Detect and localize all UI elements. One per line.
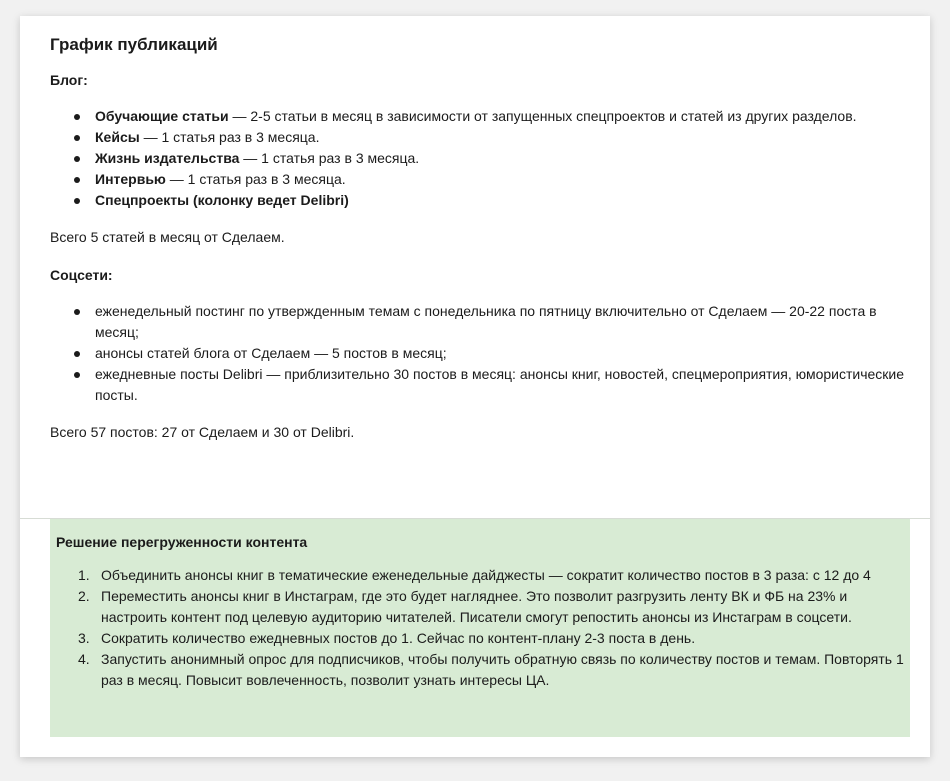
list-item bbox=[50, 190, 915, 211]
bullet-icon bbox=[74, 177, 80, 183]
step-text: Объединить анонсы книг в тематические еженедельные дайджесты — сократит количество постов в 3 раза: с 12 до 4 bbox=[101, 567, 871, 583]
list-item bbox=[56, 628, 911, 649]
social-list bbox=[50, 301, 930, 406]
blog-summary: Всего 5 статей в месяц от Сделаем. bbox=[50, 229, 285, 245]
item-text: анонсы статей блога от Сделаем — 5 постов в месяц; bbox=[95, 345, 447, 361]
bullet-icon bbox=[74, 351, 80, 357]
blog-heading: Блог: bbox=[50, 72, 88, 88]
list-item bbox=[50, 301, 915, 343]
item-text: — 1 статья раз в 3 месяца. bbox=[139, 129, 320, 145]
bullet-icon bbox=[74, 198, 80, 204]
step-number: 3. bbox=[78, 630, 90, 646]
step-number: 2. bbox=[78, 588, 90, 604]
publication-schedule-section bbox=[20, 16, 930, 518]
solution-heading: Решение перегруженности контента bbox=[56, 534, 308, 550]
social-heading: Соцсети: bbox=[50, 267, 113, 283]
item-text: ежедневные посты Delibri — приблизительно 30 постов в месяц: анонсы книг, новостей, спецмероприятия, юмористические посты. bbox=[95, 366, 905, 403]
item-text: — 1 статья раз в 3 месяца. bbox=[165, 171, 346, 187]
list-item bbox=[50, 169, 915, 190]
list-item bbox=[56, 649, 911, 691]
item-title: Обучающие статьи bbox=[95, 108, 229, 124]
step-number: 4. bbox=[78, 651, 90, 667]
list-item bbox=[50, 127, 915, 148]
item-title: Спецпроекты (колонку ведет Delibri) bbox=[95, 192, 349, 208]
step-number: 1. bbox=[78, 567, 90, 583]
step-text: Сократить количество ежедневных постов до 1. Сейчас по контент-плану 2-3 поста в день. bbox=[101, 630, 696, 646]
bullet-icon bbox=[74, 156, 80, 162]
step-text: Переместить анонсы книг в Инстаграм, где это будет нагляднее. Это позволит разгрузить ленту ВК и ФБ на 23% и настроить контент под целевую аудиторию читателей. Писатели смогут репостить анонсы из Инстаграм в соцсети. bbox=[101, 588, 852, 625]
document-title: График публикаций bbox=[50, 35, 218, 54]
bullet-icon bbox=[74, 372, 80, 378]
item-title: Интервью bbox=[95, 171, 166, 187]
list-item bbox=[56, 565, 911, 586]
solution-callout bbox=[50, 519, 910, 737]
solution-section bbox=[20, 518, 930, 757]
document-card bbox=[20, 16, 930, 757]
step-text: Запустить анонимный опрос для подписчиков, чтобы получить обратную связь по количеству постов и темам. Повторять 1 раз в месяц. Повысит вовлеченность, позволит узнать интересы ЦА. bbox=[101, 651, 904, 688]
list-item bbox=[50, 148, 915, 169]
bullet-icon bbox=[74, 114, 80, 120]
list-item bbox=[56, 586, 911, 628]
item-text: — 1 статья раз в 3 месяца. bbox=[239, 150, 420, 166]
list-item bbox=[50, 106, 915, 127]
blog-list bbox=[50, 106, 930, 211]
bullet-icon bbox=[74, 309, 80, 315]
item-text: еженедельный постинг по утвержденным темам с понедельника по пятницу включительно от Сделаем — 20-22 поста в месяц; bbox=[95, 303, 877, 340]
solution-steps bbox=[56, 565, 910, 691]
list-item bbox=[50, 343, 915, 364]
item-text: — 2-5 статьи в месяц в зависимости от запущенных спецпроектов и статей из других разделов. bbox=[228, 108, 857, 124]
list-item bbox=[50, 364, 915, 406]
social-summary: Всего 57 постов: 27 от Сделаем и 30 от Delibri. bbox=[50, 424, 355, 440]
item-title: Кейсы bbox=[95, 129, 140, 145]
item-title: Жизнь издательства bbox=[95, 150, 240, 166]
bullet-icon bbox=[74, 135, 80, 141]
